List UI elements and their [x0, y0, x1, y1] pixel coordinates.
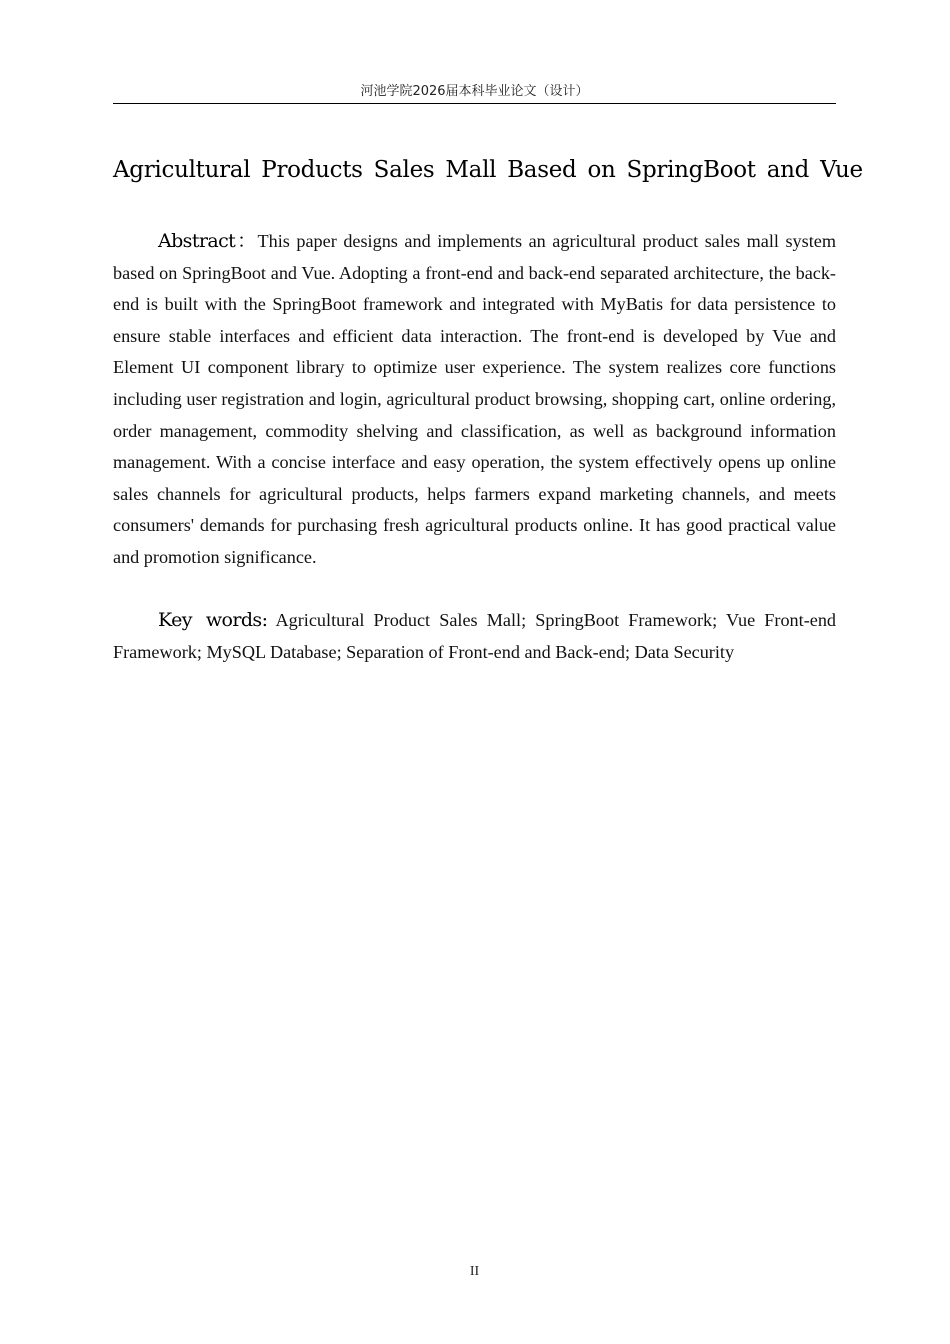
running-header: 河池学院2026届本科毕业论文（设计）	[360, 84, 589, 99]
abstract-label: Abstract：	[158, 230, 258, 252]
abstract-paragraph	[113, 226, 836, 574]
keywords-label: Key words:	[158, 609, 268, 631]
keywords-text: Agricultural Product Sales Mall; SpringBoot Framework; Vue Front-end Framework; MySQL Database; Separation of Front-end and Back-end; Data Security	[113, 610, 837, 662]
keywords-paragraph	[113, 605, 836, 668]
paper-title: Agricultural Products Sales Mall Based on SpringBoot and Vue	[113, 157, 863, 183]
page-number: II	[469, 1264, 480, 1279]
abstract-text: This paper designs and implements an agricultural product sales mall system based on SpringBoot and Vue. Adopting a front-end and back-end separated architecture, the back-end is built with the SpringBoot framework and integrated with MyBatis for data persistence to ensure stable interfaces and efficient data interaction. The front-end is developed by Vue and Element UI component library to optimize user experience. The system realizes core functions including user registration and login, agricultural product browsing, shopping cart, online ordering, order management, commodity shelving and classification, as well as background information management. With a concise interface and easy operation, the system effectively opens up online sales channels for agricultural products, helps farmers expand marketing channels, and meets consumers' demands for purchasing fresh agricultural products online. It has good practical value and promotion significance.	[113, 231, 836, 567]
header-divider	[113, 103, 836, 104]
